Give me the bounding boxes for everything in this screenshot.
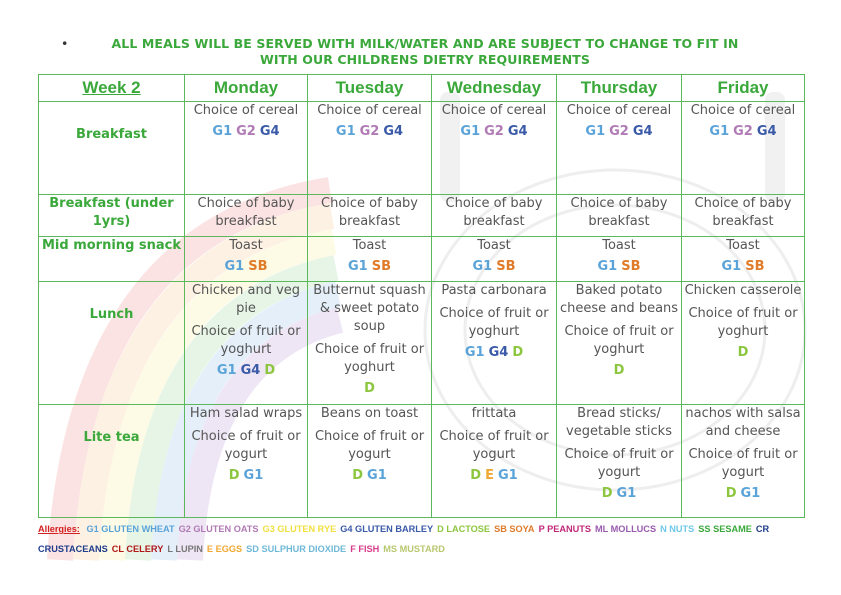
allergen-code: G1 (472, 259, 493, 274)
menu-item-text: Toast (229, 238, 263, 253)
menu-row-lunch (39, 282, 805, 405)
menu-cell-monday (185, 237, 308, 282)
legend-item: P PEANUTS (538, 524, 591, 534)
notice-header (55, 36, 795, 68)
allergen-code: G1 (464, 345, 485, 360)
week-label: Week 2 (39, 75, 185, 102)
menu-cell-monday (185, 405, 308, 518)
day-header-wednesday: Wednesday (432, 75, 557, 102)
legend-item: SB SOYA (494, 524, 535, 534)
menu-cell-thursday (557, 405, 682, 518)
allergen-code: G1 (335, 124, 356, 139)
allergen-codes (684, 258, 802, 276)
legend-item: G3 GLUTEN RYE (262, 524, 337, 534)
legend-item: N NUTS (660, 524, 695, 534)
menu-item-text: Choice of cereal (193, 103, 299, 118)
allergen-code: G1 (212, 124, 233, 139)
allergen-code: G4 (259, 124, 280, 139)
meal-label: Lunch (39, 282, 185, 405)
menu-cell-tuesday (308, 282, 432, 405)
allergen-code: SB (371, 259, 391, 274)
allergen-code: D (228, 468, 240, 483)
menu-item-text: Ham salad wraps (189, 406, 303, 421)
menu-item-text: Choice of fruit or yogurt (564, 447, 674, 480)
allergen-code: G1 (367, 468, 387, 483)
allergen-code: D (470, 468, 482, 483)
allergen-codes (559, 485, 679, 503)
menu-item-text: Bread sticks/ vegetable sticks (566, 406, 672, 439)
allergen-code: G1 (348, 259, 368, 274)
menu-item-text: Choice of baby breakfast (694, 196, 792, 229)
day-header-monday: Monday (185, 75, 308, 102)
allergen-codes (434, 467, 554, 485)
menu-item-text: Choice of fruit or yogurt (439, 429, 549, 462)
menu-item-text: Choice of cereal (566, 103, 672, 118)
allergen-codes (684, 485, 802, 503)
allergen-code: D (725, 486, 737, 501)
allergen-code: SB (745, 259, 765, 274)
menu-item-text: Choice of baby breakfast (445, 196, 543, 229)
allergen-code: G1 (497, 468, 518, 483)
allergy-legend (38, 519, 804, 559)
legend-item: E EGGS (206, 544, 243, 554)
menu-item-text: Toast (477, 238, 511, 253)
menu-row-breakfast-under-1yrs (39, 195, 805, 237)
menu-item-text: Choice of cereal (317, 103, 422, 118)
menu-cell-friday (682, 282, 805, 405)
day-header-row (39, 75, 805, 102)
allergen-code: SB (621, 259, 641, 274)
allergen-code: G2 (609, 124, 629, 139)
meal-label: Lite tea (39, 405, 185, 518)
menu-cell-thursday (557, 102, 682, 195)
menu-item-text: Beans on toast (320, 406, 419, 421)
allergen-codes (684, 344, 802, 362)
menu-item-text: Choice of baby breakfast (197, 196, 295, 229)
meal-label: Breakfast (39, 102, 185, 195)
legend-item: G1 GLUTEN WHEAT (86, 524, 175, 534)
menu-item-text: Toast (602, 238, 636, 253)
allergen-code: D (512, 345, 524, 360)
menu-cell-friday (682, 237, 805, 282)
allergen-codes (434, 258, 554, 276)
allergen-code: G4 (383, 124, 404, 139)
legend-item: G4 GLUTEN BARLEY (340, 524, 434, 534)
menu-item-text: Choice of cereal (441, 103, 547, 118)
legend-title: Allergies: (38, 524, 80, 534)
menu-cell-tuesday (308, 405, 432, 518)
allergen-code: G2 (484, 124, 504, 139)
allergen-code: G4 (756, 124, 777, 139)
menu-item-text: Butternut squash & sweet potato soup (313, 283, 426, 334)
menu-item-text: Baked potato cheese and beans (559, 283, 679, 316)
allergen-code: G1 (243, 468, 264, 483)
allergen-code: SB (248, 259, 268, 274)
menu-item-text: Choice of fruit or yoghurt (688, 306, 798, 339)
allergen-code: G1 (709, 124, 730, 139)
menu-item-text: Choice of baby breakfast (570, 196, 668, 229)
legend-item: G2 GLUTEN OATS (178, 524, 259, 534)
legend-item: SD SULPHUR DIOXIDE (246, 544, 347, 554)
bullet-icon: • (61, 36, 69, 51)
allergen-codes (559, 362, 679, 380)
day-header-tuesday: Tuesday (308, 75, 432, 102)
allergen-code: D (613, 363, 625, 378)
allergen-code: G1 (216, 363, 237, 378)
menu-cell-wednesday (432, 282, 557, 405)
legend-item: F FISH (350, 544, 380, 554)
allergen-code: SB (496, 259, 516, 274)
allergen-codes (684, 123, 802, 141)
notice-line-2: WITH OUR CHILDRENS DIETRY REQUIREMENTS (259, 52, 591, 67)
menu-row-breakfast (39, 102, 805, 195)
menu-cell-thursday (557, 282, 682, 405)
meal-label: Mid morning snack (39, 237, 185, 282)
allergen-code: G1 (224, 259, 245, 274)
allergen-code: G2 (236, 124, 256, 139)
allergen-codes (310, 123, 429, 141)
menu-item-text: Choice of baby breakfast (321, 196, 418, 229)
menu-cell-tuesday (308, 102, 432, 195)
allergen-code: G1 (585, 124, 606, 139)
menu-cell-monday (185, 102, 308, 195)
menu-item-text: Toast (352, 238, 387, 253)
menu-item-text: Chicken casserole (684, 283, 802, 298)
menu-item-text: frittata (471, 406, 517, 421)
allergen-code: E (485, 468, 494, 483)
menu-cell-friday (682, 195, 805, 237)
allergen-code: G1 (460, 124, 481, 139)
menu-cell-wednesday (432, 405, 557, 518)
menu-cell-friday (682, 102, 805, 195)
allergen-code: G2 (733, 124, 753, 139)
weekly-menu-table (38, 74, 805, 518)
legend-item: SS SESAME (698, 524, 752, 534)
legend-item: CL CELERY (111, 544, 164, 554)
day-header-thursday: Thursday (557, 75, 682, 102)
allergen-codes (187, 467, 305, 485)
menu-cell-monday (185, 282, 308, 405)
allergen-code: G2 (359, 124, 380, 139)
allergen-codes (310, 467, 429, 485)
allergen-codes (310, 258, 429, 276)
legend-item: D LACTOSE (437, 524, 491, 534)
menu-item-text: Toast (726, 238, 760, 253)
menu-item-text: Choice of cereal (690, 103, 796, 118)
legend-item: CR CRUSTACEANS (38, 524, 770, 554)
allergen-code: G1 (721, 259, 742, 274)
menu-item-text: Choice of fruit or yogurt (688, 447, 798, 480)
menu-cell-wednesday (432, 195, 557, 237)
allergen-code: G4 (507, 124, 528, 139)
allergen-codes (187, 362, 305, 380)
allergen-code: G1 (597, 259, 618, 274)
menu-item-text: Choice of fruit or yoghurt (564, 324, 674, 357)
menu-cell-wednesday (432, 102, 557, 195)
menu-cell-thursday (557, 195, 682, 237)
menu-item-text: Choice of fruit or yogurt (191, 429, 301, 462)
allergen-codes (559, 123, 679, 141)
day-header-friday: Friday (682, 75, 805, 102)
menu-cell-friday (682, 405, 805, 518)
menu-cell-thursday (557, 237, 682, 282)
menu-cell-wednesday (432, 237, 557, 282)
allergen-code: G4 (488, 345, 509, 360)
legend-item: MS MUSTARD (383, 544, 445, 554)
legend-item: L LUPIN (167, 544, 203, 554)
allergen-code: G1 (740, 486, 761, 501)
allergen-codes (434, 344, 554, 362)
allergen-codes (187, 258, 305, 276)
allergen-code: D (352, 468, 364, 483)
allergen-codes (187, 123, 305, 141)
allergen-code: D (601, 486, 613, 501)
menu-item-text: Choice of fruit or yoghurt (314, 342, 425, 375)
allergen-code: G4 (240, 363, 261, 378)
menu-row-lite-tea (39, 405, 805, 518)
allergen-code: D (737, 345, 749, 360)
allergen-codes (310, 380, 429, 398)
meal-label: Breakfast (under 1yrs) (39, 195, 185, 237)
allergen-code: G1 (616, 486, 637, 501)
menu-item-text: Pasta carbonara (441, 283, 547, 298)
menu-item-text: Choice of fruit or yogurt (314, 429, 425, 462)
allergen-code: D (264, 363, 276, 378)
allergen-code: G4 (632, 124, 653, 139)
menu-item-text: Chicken and veg pie (191, 283, 301, 316)
allergen-codes (434, 123, 554, 141)
legend-item: ML MOLLUCS (595, 524, 657, 534)
menu-item-text: Choice of fruit or yoghurt (191, 324, 301, 357)
notice-line-1: ALL MEALS WILL BE SERVED WITH MILK/WATER AND ARE SUBJECT TO CHANGE TO FIT IN (111, 36, 739, 51)
menu-row-mid-morning-snack (39, 237, 805, 282)
menu-item-text: Choice of fruit or yoghurt (439, 306, 549, 339)
menu-cell-tuesday (308, 195, 432, 237)
allergen-codes (559, 258, 679, 276)
menu-cell-tuesday (308, 237, 432, 282)
menu-cell-monday (185, 195, 308, 237)
menu-item-text: nachos with salsa and cheese (685, 406, 801, 439)
allergen-code: D (364, 381, 375, 396)
